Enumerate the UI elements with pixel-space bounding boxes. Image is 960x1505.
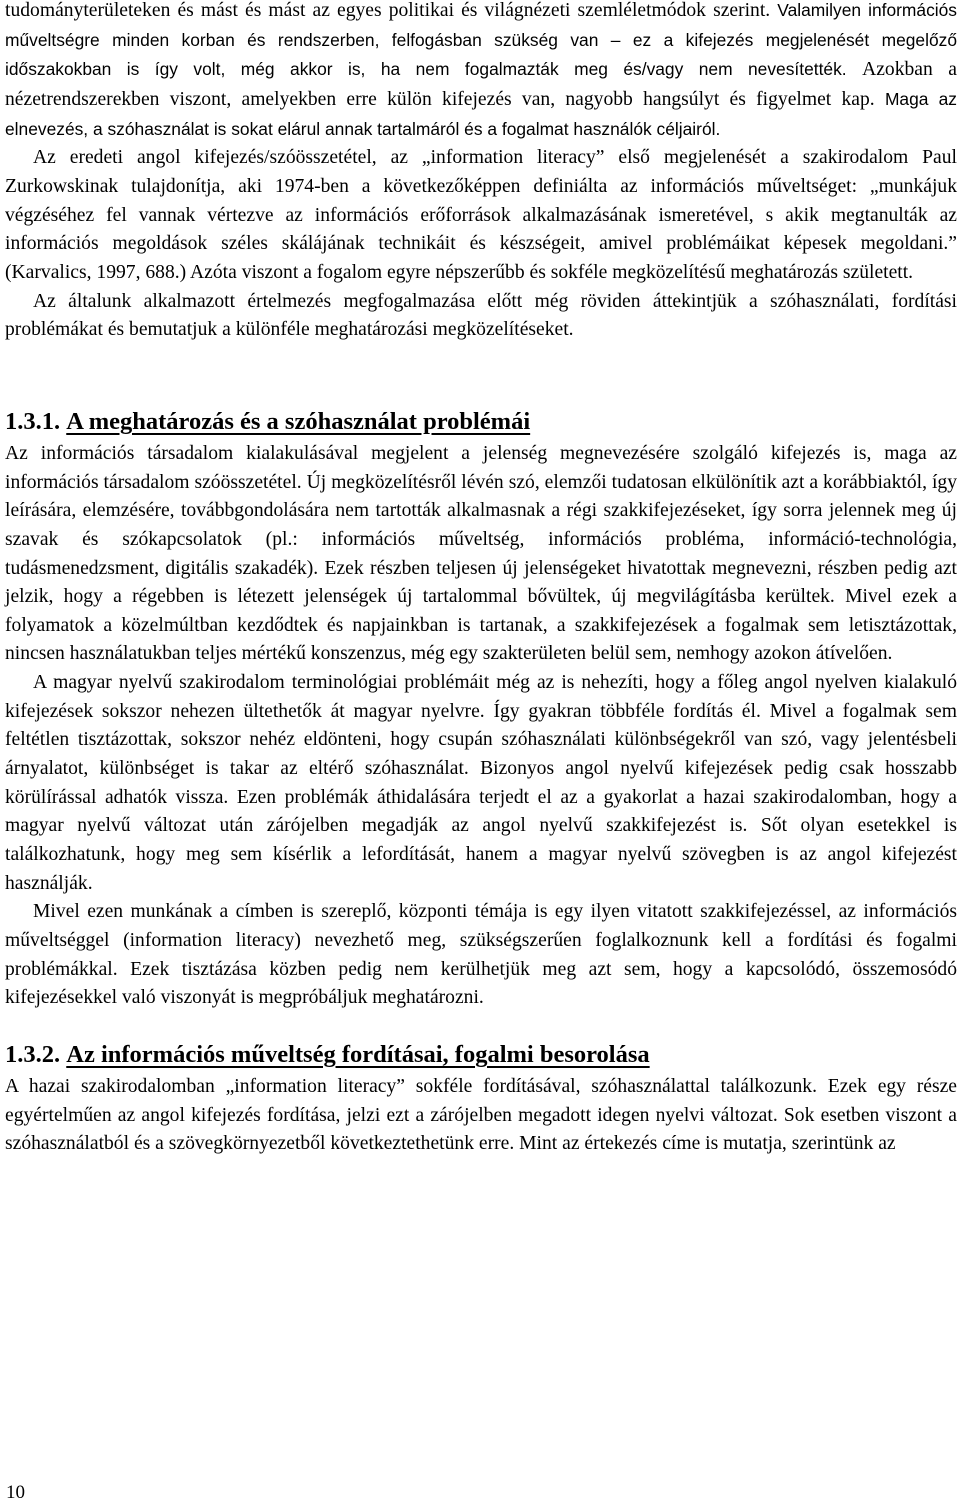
intro-text-sans-2: Maga az elnevezés, a szóhasználat is sokat elárul annak tartalmáról és a fogalmat használók céljairól. <box>5 88 958 139</box>
intro-text-serif-1: tudományterületeken és mást és mást az egyes politikai és világnézeti szemléletmódok szerint. <box>5 0 778 21</box>
page-number: 10 <box>6 1482 25 1503</box>
zurkowski-paragraph: Az eredeti angol kifejezés/szóösszetétel, az „information literacy” első megjelenését a szakirodalom Paul Zurkowskinak tulajdonítja, aki 1974-ben a következőképpen definiálta az információs műveltséget: „munkájuk végzéséhez fel vannak vértezve az információs erőforrások alkalmazásának ismeretével, s akik megtanulták az információs megoldások széles skálájának technikáit és készségeit, amivel problémáikat képesek megoldani.” (Karvalics, 1997, 688.) Azóta viszont a fogalom egyre népszerűbb és sokféle megközelítésű meghatározás született. <box>5 147 957 283</box>
section-1-paragraph-2: A magyar nyelvű szakirodalom terminológiai problémáit még az is nehezíti, hogy a főleg angol nyelven kialakuló kifejezések sokszor nehezen ültethetők át magyar nyelvre. Így gyakran többféle fordítás él. Mivel a fogalmak sem feltétlen tisztázottak, sokszor nehéz eldönteni, hogy csupán szóhasználati különbségekről van szó, vagy jelentésbeli árnyalatot, különbséget is takar az eltérő szóhasználat. Bizonyos angol nyelvű kifejezések pedig csak hosszabb körülírással adhatók vissza. Ezen problémák áthidalására terjedt el az a gyakorlat a hazai szakirodalomban, hogy a magyar nyelvű változat után zárójelben megadják az angol nyelvű szakkifejezést is. Sőt olyan esetekkel is találkozhatunk, hogy meg sem kísérlik a lefordítását, hanem a magyar nyelvű szövegben is az angol kifejezést használják. <box>5 672 957 894</box>
section-title: A meghatározás és a szóhasználat problémái <box>66 407 531 435</box>
overview-paragraph: Az általunk alkalmazott értelmezés megfogalmazása előtt még röviden áttekintjük a szóhasználati, fordítási problémákat és bemutatjuk a különféle meghatározási megközelítéseket. <box>5 290 957 341</box>
section-number: 1.3.2. <box>5 1041 61 1068</box>
intro-paragraph <box>5 0 957 144</box>
section-2-paragraph-1: A hazai szakirodalomban „information literacy” sokféle fordításával, szóhasználattal találkozunk. Ezek egy része egyértelműen az angol kifejezés fordítása, jelzi ezt a zárójelben megadott idegen nyelvi változat. Sok esetben viszont a szóhasználatból és a szövegkörnyezetből következtethetünk erre. Mint az értekezés címe is mutatja, szerintünk az <box>5 1076 957 1155</box>
section-1-paragraph-1: Az információs társadalom kialakulásával megjelent a jelenség megnevezésére szolgáló kifejezés is, maga az információs társadalom szóösszetétel. Új megközelítésről lévén szó, elemzői tudatosan elkülönítik azt a korábbiaktól, így leírására, elemzésére, továbbgondolására nem tartották alkalmasnak a régi szakkifejezéseket, így sorra jelennek meg új szavak és szókapcsolatok (pl.: információs műveltség, információs probléma, információ-technológia, tudásmenedzsment, digitális szakadék). Ezek részben teljesen új jelenségeket hivatottak megnevezni, részben pedig azt jelzik, hogy a régebben is létezett jelenségek új tartalommal bővültek, új megvilágításba kerültek. Mivel ezek a folyamatok a közelmúltban kezdődtek és napjainkban is tartanak, a szakkifejezések a fogalmak sem letisztázottak, nincsen használatukban teljes mértékű konszenzus, még egy szakterületen belül sem, nemhogy azokon átívelően. <box>5 442 957 665</box>
section-number: 1.3.1. <box>5 407 61 435</box>
intro-text-serif-2: Azokban a nézetrendszerekben viszont, amelyekben erre külön kifejezés van, nagyobb hangsúlyt és figyelmet kap. <box>5 59 957 110</box>
section-heading-1-3-1 <box>5 407 957 437</box>
section-title: Az információs műveltség fordításai, fogalmi besorolása <box>66 1041 650 1068</box>
section-1-paragraph-3: Mivel ezen munkának a címben is szereplő, központi témája is egy ilyen vitatott szakkifejezéssel, az információs műveltséggel (information literacy) nevezhető meg, szükségszerűen foglalkoznunk kell a fordítási és fogalmi problémákkal. Ezek tisztázása közben pedig nem kerülhetjük meg azt sem, hogy a kapcsolódó, összemosódó kifejezésekkel való viszonyát is megpróbáljuk meghatározni. <box>5 901 957 1009</box>
intro-text-sans-1: Valamilyen információs műveltségre minden korban és rendszerben, felfogásban szükség van – ez a kifejezés megjelenését megelőző időszakokban is így volt, még akkor is, ha nem fogalmazták meg és/vagy nem nevesítették. <box>5 0 957 80</box>
document-page <box>5 0 957 1159</box>
section-heading-1-3-2 <box>5 1040 957 1070</box>
